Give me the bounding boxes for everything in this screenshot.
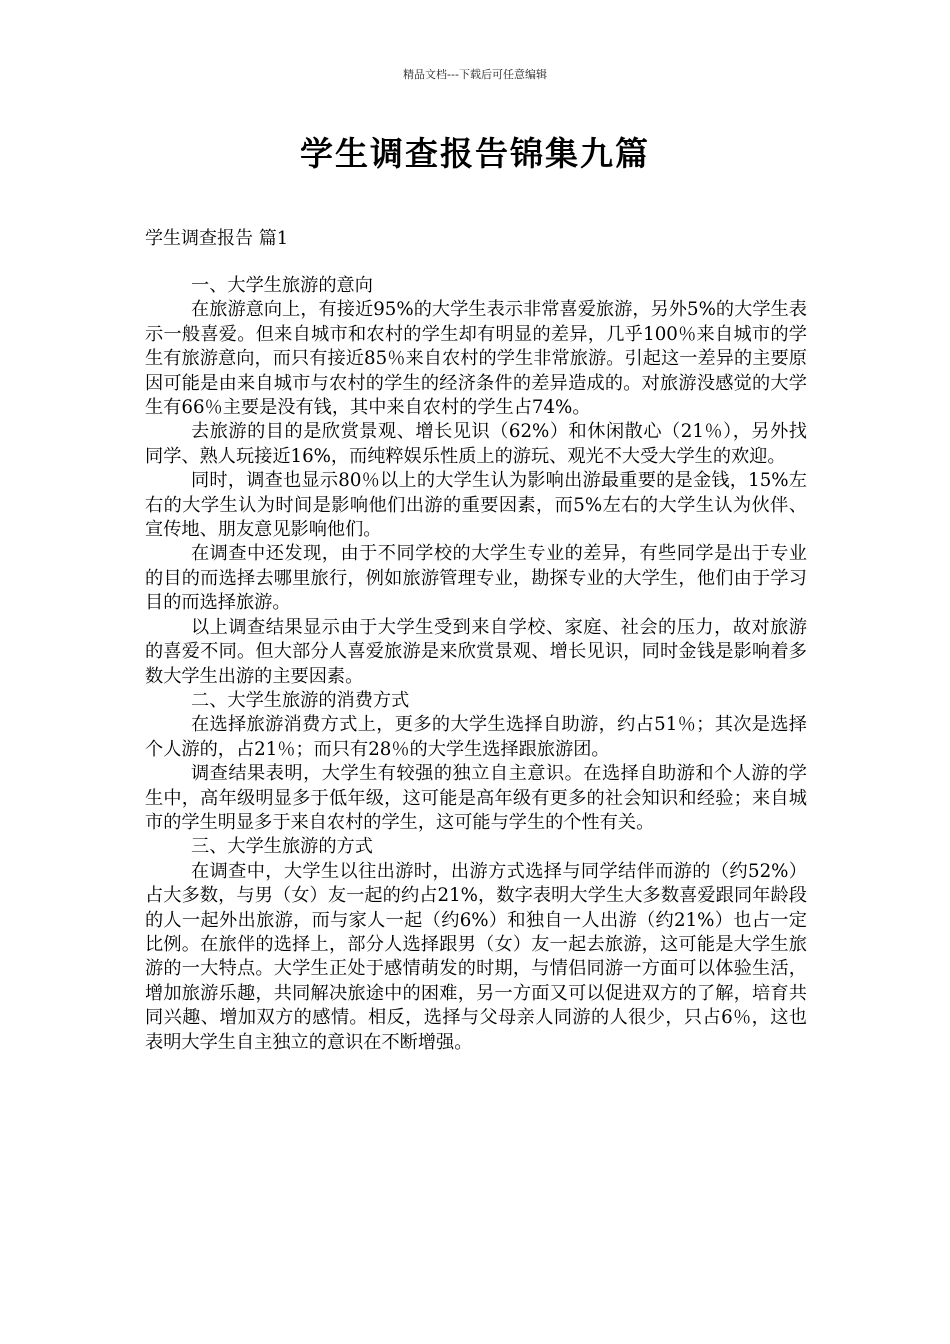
paragraph: 在调查中还发现，由于不同学校的大学生专业的差异，有些同学是出于专业的目的而选择去哪里旅行，例如旅游管理专业，勘探专业的大学生，他们由于学习目的而选择旅游。 xyxy=(145,543,807,614)
paragraph: 去旅游的目的是欣赏景观、增长见识（62%）和休闲散心（21％），另外找同学、熟人玩接近16%，而纯粹娱乐性质上的游玩、观光不大受大学生的欢迎。 xyxy=(145,421,807,467)
paragraph: 在选择旅游消费方式上，更多的大学生选择自助游，约占51％；其次是选择个人游的，占21％；而只有28％的大学生选择跟旅游团。 xyxy=(145,714,807,760)
paragraph: 以上调查结果显示由于大学生受到来自学校、家庭、社会的压力，故对旅游的喜爱不同。但大部分人喜爱旅游是来欣赏景观、增长见识，同时金钱是影响着多数大学生出游的主要因素。 xyxy=(145,616,807,687)
document-title: 学生调查报告锦集九篇 xyxy=(300,134,650,173)
subheading: 三、大学生旅游的方式 xyxy=(191,836,373,858)
document-body xyxy=(145,274,807,1055)
paragraph: 在旅游意向上，有接近95%的大学生表示非常喜爱旅游，另外5%的大学生表示一般喜爱。但来自城市和农村的学生却有明显的差异，几乎100％来自城市的学生有旅游意向，而只有接近85％来自农村的学生非常旅游。引起这一差异的主要原因可能是由来自城市与农村的学生的经济条件的差异造成的。对旅游没感觉的大学生有66％主要是没有钱，其中来自农村的学生占74%。 xyxy=(145,299,807,419)
paragraph: 调查结果表明，大学生有较强的独立自主意识。在选择自助游和个人游的学生中，高年级明显多于低年级，这可能是高年级有更多的社会知识和经验；来自城市的学生明显多于来自农村的学生，这可能与学生的个性有关。 xyxy=(145,763,807,833)
subheading: 一、大学生旅游的意向 xyxy=(191,275,373,296)
subheading: 二、大学生旅游的消费方式 xyxy=(191,689,410,711)
header-note: 精品文档---下载后可任意编辑 xyxy=(403,68,547,81)
section-title: 学生调查报告 篇1 xyxy=(145,228,289,249)
paragraph: 在调查中，大学生以往出游时，出游方式选择与同学结伴而游的（约52%）占大多数，与男（女）友一起的约占21%，数字表明大学生大多数喜爱跟同年龄段的人一起外出旅游，而与家人一起（约6%）和独自一人出游（约21%）也占一定比例。在旅伴的选择上，部分人选择跟男（女）友一起去旅游，这可能是大学生旅游的一大特点。大学生正处于感情萌发的时期，与情侣同游一方面可以体验生活，增加旅游乐趣，共同解决旅途中的困难，另一方面又可以促进双方的了解，培育共同兴趣、增加双方的感情。相反，选择与父母亲人同游的人很少，只占6％，这也表明大学生自主独立的意识在不断增强。 xyxy=(145,860,807,1053)
paragraph: 同时，调查也显示80％以上的大学生认为影响出游最重要的是金钱，15%左右的大学生认为时间是影响他们出游的重要因素，而5%左右的大学生认为伙伴、宣传地、朋友意见影响他们。 xyxy=(145,470,807,541)
